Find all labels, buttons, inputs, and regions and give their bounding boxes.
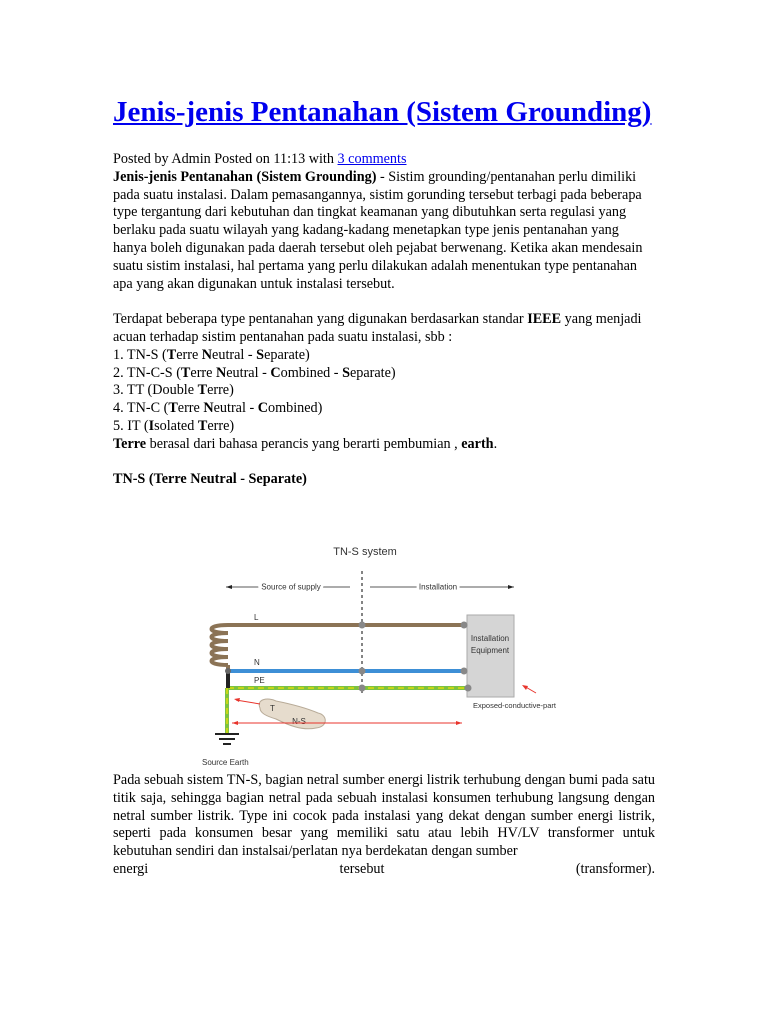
grounding-type-initial: C [257,400,268,417]
grounding-type-initial: T [197,382,208,399]
grounding-type-word: eutral - [226,364,271,381]
line-l-label: L [254,613,259,622]
grounding-type-initial: I [148,417,155,434]
grounding-type-word: eparate) [349,364,396,381]
grounding-type-initial: T [166,346,177,363]
grounding-type-initial: N [203,400,214,417]
line-n-label: N [254,658,260,667]
section-heading [113,471,655,489]
source-arrow-head [226,585,232,589]
grounding-type-word: erre [176,346,202,363]
types-intro-text-end: yang menjadi acuan terhadap sistim pentanahan pada suatu instalasi, sbb : [113,311,642,345]
line-pe-node [359,685,366,692]
grounding-type-word: erre) [207,382,234,399]
installation-equipment-box [467,615,514,697]
line-n-end-node [461,668,468,675]
intro-text: - Sistim grounding/pentanahan perlu dimiliki pada suatu instalasi. Dalam pemasangannya, sistim gorunding tersebut terbagi pada beberapa type tergantung dari kebutuhan dan tingkat keamanan yang dibutuhkan serta regulasi yang berlaku pada suatu wilayah yang kadang-kadang menetapkan type jenis pentanahan yang hanya boleh digunakan pada daerah tersebut oleh pejabat berwenang. Ketika akan mendesain suatu sistim instalasi, hal pertama yang perlu dilakukan adalah menentukan type pentanahan apa yang akan digunakan untuk instalasi tersebut. [113,168,643,292]
grounding-type-item [113,365,655,383]
grounding-type-initial: T [197,417,208,434]
grounding-type-word: eutral - [213,400,258,417]
installation-label: Installation [418,582,458,592]
grounding-type-word: eutral - [212,346,257,363]
terre-bold: Terre [113,435,147,452]
grounding-type-word: ombined) [268,400,323,417]
types-intro [113,311,655,347]
earth-bold: earth [461,435,494,452]
terre-definition [113,436,655,454]
exposed-conductive-part-label: Exposed-conductive-part [473,701,556,710]
equipment-label-2: Equipment [470,646,510,655]
terre-end: . [493,435,498,452]
comments-link[interactable]: 3 comments [337,151,407,167]
intro-bold: Jenis-jenis Pentanahan (Sistem Grounding) [113,168,377,185]
exposed-part-arrow-head [522,685,528,690]
grounding-type-list [113,347,655,436]
t-arrow-head [234,698,240,702]
line-pe-end-node [465,685,472,692]
tn-s-paragraph: Pada sebuah sistem TN-S, bagian netral sumber energi listrik terhubung dengan bumi pada satu titik saja, sehingga bagian netral pada sebuah instalasi konsumen terhubung langsung dengan netral sumber listrik. Type ini cocok pada instalasi yang dekat dengan sumber energi listrik, seperti pada konsumen besar yang memiliki satu atau lebih HV/LV transformer untuk kebutuhan sendiri dan instalsai/perlatan nya berdekatan dengan sumber [113,772,655,860]
grounding-type-item [113,400,655,418]
grounding-type-initial: N [201,346,213,363]
terre-text: berasal dari bahasa perancis yang berarti pembumian , [146,435,462,452]
grounding-type-item [113,347,655,365]
ns-label: N-S [292,717,306,726]
grounding-type-prefix: 3. TT (Double [113,382,198,399]
post-title-link[interactable]: Jenis-jenis Pentanahan (Sistem Grounding) [113,96,652,128]
equipment-label-1: Installation [470,634,510,643]
grounding-type-initial: C [270,364,281,381]
section-heading-text: TN-S (Terre Neutral - Separate) [113,471,307,488]
installation-arrow-head [508,585,514,589]
tn-s-paragraph-last-line: energi tersebut (transformer). [113,860,655,877]
t-label: T [270,704,275,713]
line-n-node [359,668,366,675]
grounding-type-initial: N [215,364,227,381]
tn-s-diagram-svg [198,541,578,771]
intro-paragraph [113,169,655,294]
grounding-type-item [113,418,655,436]
grounding-type-initial: S [256,346,265,363]
tn-s-description [113,772,655,879]
diagram-title: TN-S system [333,546,397,558]
transformer-coil [212,625,229,665]
grounding-type-prefix: 4. TN-C ( [113,400,169,417]
tn-s-diagram [198,541,578,771]
post-meta [113,151,655,169]
t-arrow-line [236,700,260,704]
source-of-supply-label: Source of supply [261,582,321,592]
grounding-type-prefix: 5. IT ( [113,417,149,434]
grounding-type-word: solated [154,417,198,434]
grounding-type-initial: S [342,364,350,381]
grounding-type-word: erre [190,364,216,381]
neutral-junction-node [225,668,231,674]
grounding-type-word: erre [177,400,204,417]
source-earth-label: Source Earth [202,758,249,767]
grounding-type-word: ombined - [280,364,343,381]
grounding-type-prefix: 1. TN-S ( [113,346,167,363]
grounding-type-word: erre) [207,417,235,434]
grounding-type-item [113,382,655,400]
grounding-type-initial: T [180,364,191,381]
ns-span-head-left [232,721,238,725]
line-l-node [359,622,366,629]
grounding-type-initial: T [168,400,178,417]
grounding-type-word: eparate) [264,346,310,363]
ieee-bold: IEEE [527,311,562,328]
line-l-end-node [461,622,468,629]
post-meta-text: Posted by Admin Posted on 11:13 with [113,151,338,167]
post-content [113,95,655,489]
types-intro-text: Terdapat beberapa type pentanahan yang digunakan berdasarkan standar [113,311,528,328]
line-pe-label: PE [254,676,265,685]
ns-span-head-right [456,721,462,725]
grounding-type-prefix: 2. TN-C-S ( [113,364,181,381]
